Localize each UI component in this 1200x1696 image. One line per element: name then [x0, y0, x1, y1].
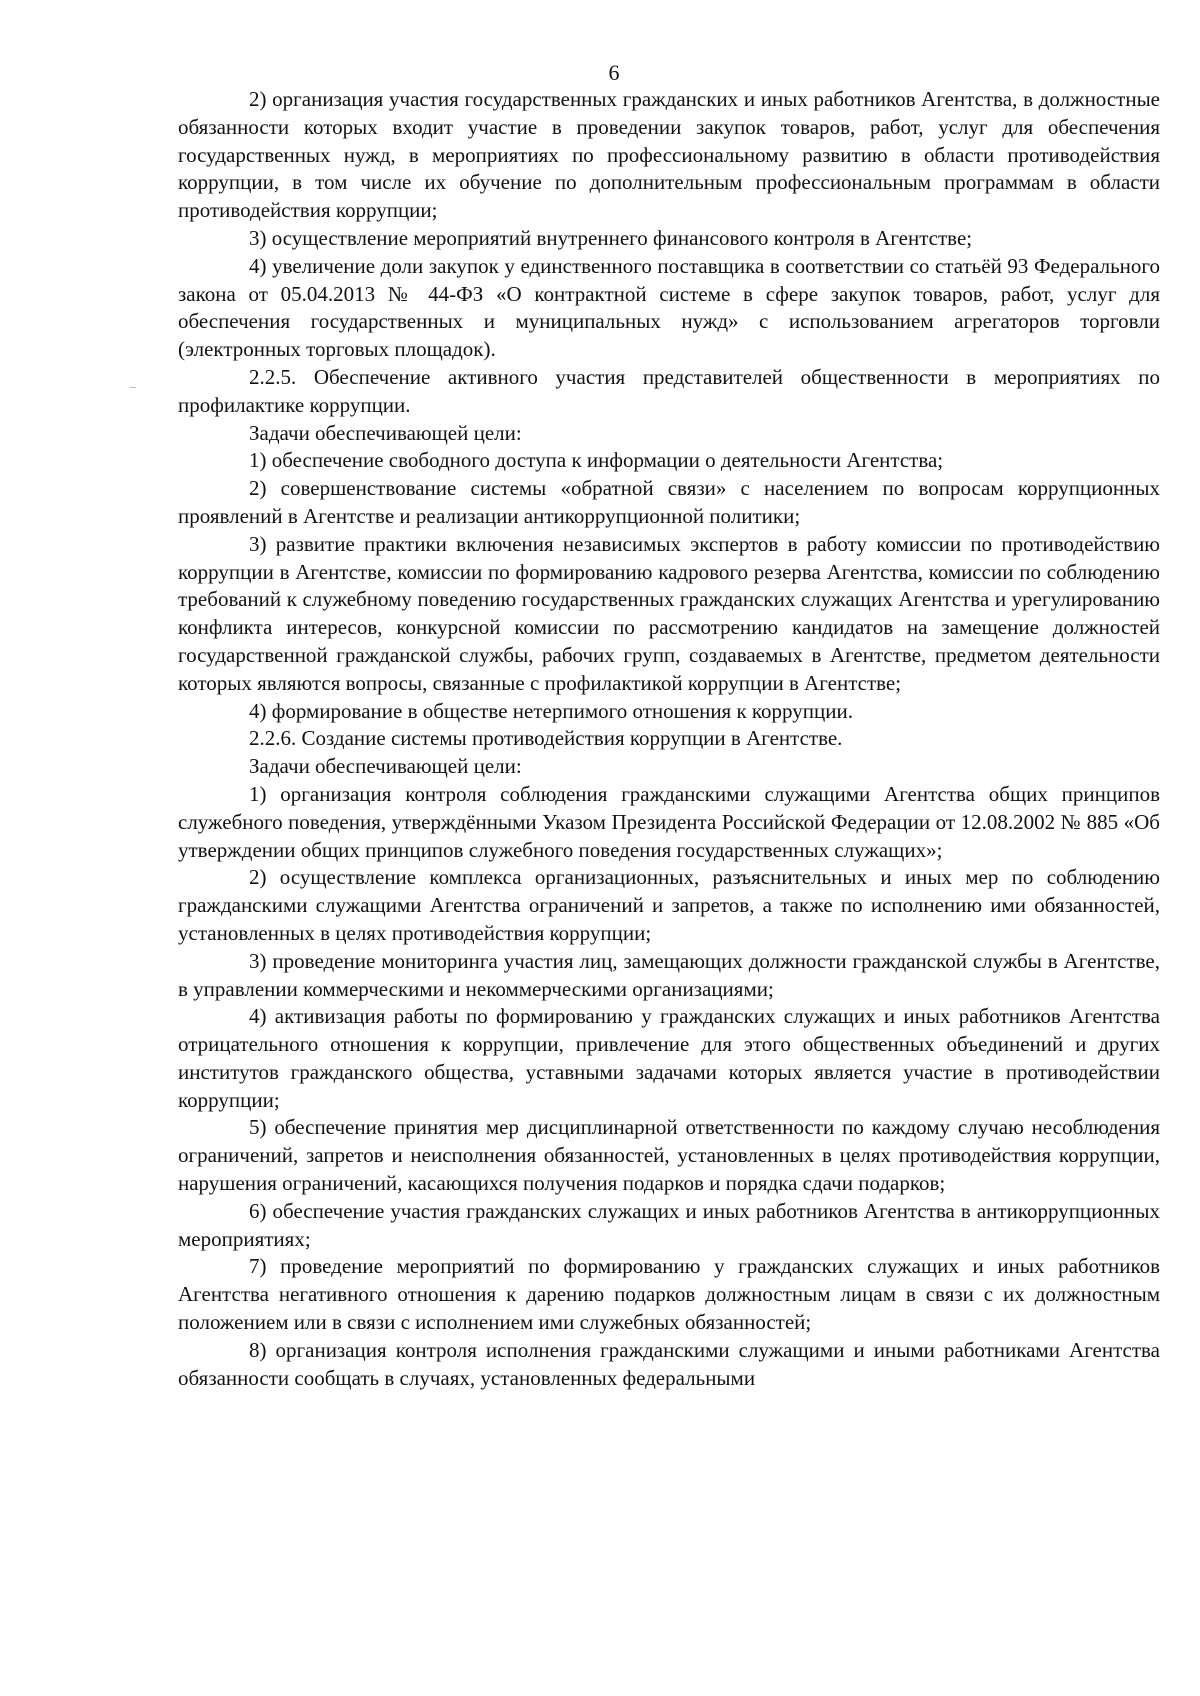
paragraph: 2) совершенствование системы «обратной связи» с населением по вопросам коррупционных проявлений в Агентстве и реализации антикоррупционной политики; — [178, 476, 1160, 528]
paragraph: 3) развитие практики включения независимых экспертов в работу комиссии по противодействию коррупции в Агентстве, комиссии по формированию кадрового резерва Агентства, комиссии по соблюдению требований к служебному поведению государственных гражданских служащих Агентства и урегулированию конфликта интересов, конкурсной комиссии по рассмотрению кандидатов на замещение должностей государственной гражданской службы, рабочих групп, создаваемых в Агентстве, предметом деятельности которых являются вопросы, связанные с профилактикой коррупции в Агентстве; — [178, 531, 1160, 695]
paragraph: 4) увеличение доли закупок у единственного поставщика в соответствии со статьёй 93 Федерального закона от 05.04.2013 № 44-ФЗ «О контрактной системе в сфере закупок товаров, работ, услуг для обеспечения государственных и муниципальных нужд» с использованием агрегаторов торговли (электронных торговых площадок). — [178, 253, 1160, 362]
paragraph: 3) осуществление мероприятий внутреннего финансового контроля в Агентстве; — [249, 225, 973, 250]
paragraph: 4) активизация работы по формированию у гражданских служащих и иных работников Агентства отрицательного отношения к коррупции, привлечение для этого общественных объединений и других институтов гражданского общества, уставными задачами которых является участие в противодействии коррупции; — [178, 1004, 1160, 1112]
paragraph: 8) организация контроля исполнения гражданскими служащими и иными работниками Агентства обязанности сообщать в случаях, установленных федеральными — [178, 1337, 1160, 1390]
section-heading-2-2-6: 2.2.6. Создание системы противодействия коррупции в Агентстве. — [249, 726, 843, 751]
paragraph: 7) проведение мероприятий по формированию у гражданских служащих и иных работников Агентства негативного отношения к дарению подарков должностным лицам в связи с их должностным положением или в связи с исполнением ими служебных обязанностей; — [178, 1254, 1160, 1335]
paragraph: 5) обеспечение принятия мер дисциплинарной ответственности по каждому случаю несоблюдения ограничений, запретов и неисполнения обязанностей, установленных в целях противодействия коррупции, нарушения ограничений, касающихся получения подарков и порядка сдачи подарков; — [178, 1115, 1160, 1196]
paragraph: 2) осуществление комплекса организационных, разъяснительных и иных мер по соблюдению гражданскими служащими Агентства ограничений и запретов, а также по исполнению ими обязанностей, установленных в целях противодействия коррупции; — [178, 865, 1160, 945]
paragraph: 2) организация участия государственных гражданских и иных работников Агентства, в должностные обязанности которых входит участие в проведении закупок товаров, работ, услуг для обеспечения государственных нужд, в мероприятиях по профессиональному развитию в области противодействия коррупции, в том числе их обучение по дополнительным профессиональным программам в области противодействия коррупции; — [178, 87, 1160, 223]
paragraph: 4) формирование в обществе нетерпимого отношения к коррупции. — [249, 698, 853, 723]
section-heading-2-2-5: 2.2.5. Обеспечение активного участия представителей общественности в мероприятиях по профилактике коррупции. — [178, 364, 1160, 417]
paragraph: Задачи обеспечивающей цели: — [249, 420, 522, 445]
paragraph: Задачи обеспечивающей цели: — [249, 754, 522, 779]
paragraph: 6) обеспечение участия гражданских служащих и иных работников Агентства в антикоррупционных мероприятиях; — [178, 1198, 1160, 1251]
page-number: 6 — [608, 60, 620, 85]
margin-mark — [130, 387, 136, 388]
document-body — [178, 86, 1160, 1392]
paragraph: 1) организация контроля соблюдения гражданскими служащими Агентства общих принципов служебного поведения, утверждёнными Указом Президента Российской Федерации от 12.08.2002 № 885 «Об утверждении общих принципов служебного поведения государственных служащих»; — [178, 781, 1160, 862]
paragraph: 1) обеспечение свободного доступа к информации о деятельности Агентства; — [249, 448, 944, 473]
paragraph: 3) проведение мониторинга участия лиц, замещающих должности гражданской службы в Агентстве, в управлении коммерческими и некоммерческими организациями; — [178, 948, 1160, 1001]
